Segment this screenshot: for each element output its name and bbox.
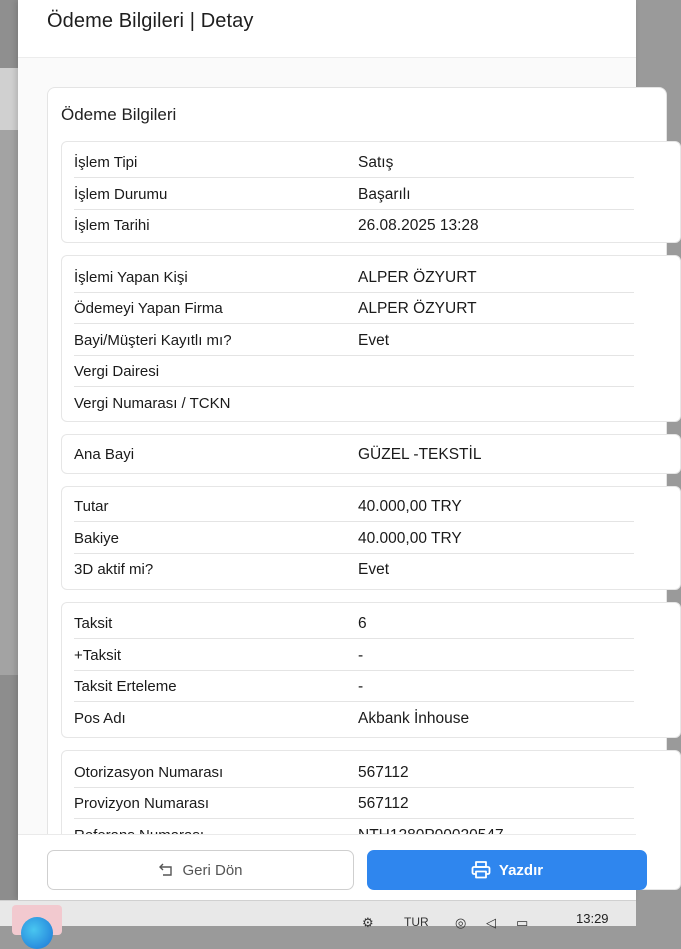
row-label: Ana Bayi <box>74 446 135 463</box>
row-label: +Taksit <box>74 647 122 664</box>
language-indicator[interactable]: TUR <box>404 915 429 929</box>
detail-row <box>74 438 634 470</box>
modal-header <box>18 0 636 58</box>
row-value: Satış <box>358 154 394 171</box>
row-value: 567112 <box>358 764 409 781</box>
modal-title: Ödeme Bilgileri | Detay <box>47 10 254 32</box>
row-value: Başarılı <box>358 186 411 203</box>
row-label: Tutar <box>74 498 109 515</box>
row-label: Otorizasyon Numarası <box>74 764 224 781</box>
detail-row <box>74 178 634 210</box>
row-value: 40.000,00 TRY <box>358 498 462 515</box>
taskbar-app-button[interactable] <box>12 905 62 935</box>
back-button[interactable] <box>47 850 354 890</box>
row-label: İşlem Durumu <box>74 186 168 203</box>
network-icon[interactable]: ⚙ <box>362 915 374 930</box>
row-value: - <box>358 647 364 664</box>
row-label: Vergi Dairesi <box>74 363 160 380</box>
payer-group <box>61 255 681 422</box>
back-button-label: Geri Dön <box>182 861 243 879</box>
row-value: 26.08.2025 13:28 <box>358 217 479 234</box>
wifi-icon[interactable]: ◎ <box>455 915 467 930</box>
print-button[interactable] <box>367 850 647 890</box>
row-label: Vergi Numarası / TCKN <box>74 395 231 412</box>
speaker-icon[interactable]: ◁ <box>486 915 496 930</box>
card-title: Ödeme Bilgileri <box>61 105 177 124</box>
detail-row <box>74 756 634 788</box>
detail-row <box>74 607 634 639</box>
print-button-label: Yazdır <box>498 861 544 879</box>
row-label: İşlemi Yapan Kişi <box>74 269 188 286</box>
taskbar-clock[interactable]: 13:29 <box>576 911 609 926</box>
row-value: 567112 <box>358 795 409 812</box>
row-value: 6 <box>358 615 367 632</box>
row-value: Evet <box>358 561 390 578</box>
amount-group <box>61 486 681 590</box>
row-value: 40.000,00 TRY <box>358 530 462 547</box>
detail-row <box>74 702 634 734</box>
battery-icon[interactable]: ▭ <box>516 915 529 930</box>
detail-row <box>74 522 634 554</box>
detail-row <box>74 490 634 522</box>
payment-info-card <box>47 87 667 887</box>
row-label: Ödemeyi Yapan Firma <box>74 300 223 317</box>
printer-icon <box>471 861 491 879</box>
dealer-group <box>61 434 681 474</box>
page-backdrop <box>0 0 18 900</box>
detail-row <box>74 355 634 387</box>
detail-row <box>74 146 634 178</box>
row-value: - <box>358 678 364 695</box>
row-label: 3D aktif mi? <box>74 561 154 578</box>
detail-row <box>74 670 634 702</box>
app-icon <box>21 917 53 949</box>
detail-row <box>74 387 634 419</box>
row-value: GÜZEL -TEKSTİL <box>358 446 482 463</box>
row-label: İşlem Tipi <box>74 154 138 171</box>
detail-row <box>74 292 634 324</box>
modal-footer <box>18 834 636 900</box>
detail-row <box>74 261 634 293</box>
row-value: Akbank İnhouse <box>358 710 470 727</box>
detail-row <box>74 787 634 819</box>
row-label: Taksit <box>74 615 113 632</box>
transaction-group <box>61 141 681 243</box>
row-label: Pos Adı <box>74 710 126 727</box>
row-value: Evet <box>358 332 390 349</box>
os-taskbar <box>0 900 636 930</box>
detail-row <box>74 639 634 671</box>
installment-group <box>61 602 681 738</box>
modal-body[interactable] <box>18 58 636 834</box>
row-label: İşlem Tarihi <box>74 217 150 234</box>
payment-detail-modal <box>18 0 636 900</box>
detail-row <box>74 324 634 356</box>
row-value: ALPER ÖZYURT <box>358 300 477 317</box>
row-label: Bakiye <box>74 530 120 547</box>
row-label: Bayi/Müşteri Kayıtlı mı? <box>74 332 232 349</box>
row-value: ALPER ÖZYURT <box>358 269 477 286</box>
undo-icon <box>158 862 174 878</box>
row-label: Provizyon Numarası <box>74 795 210 812</box>
detail-row <box>74 209 634 241</box>
detail-row <box>74 553 634 585</box>
row-label: Taksit Erteleme <box>74 678 177 695</box>
